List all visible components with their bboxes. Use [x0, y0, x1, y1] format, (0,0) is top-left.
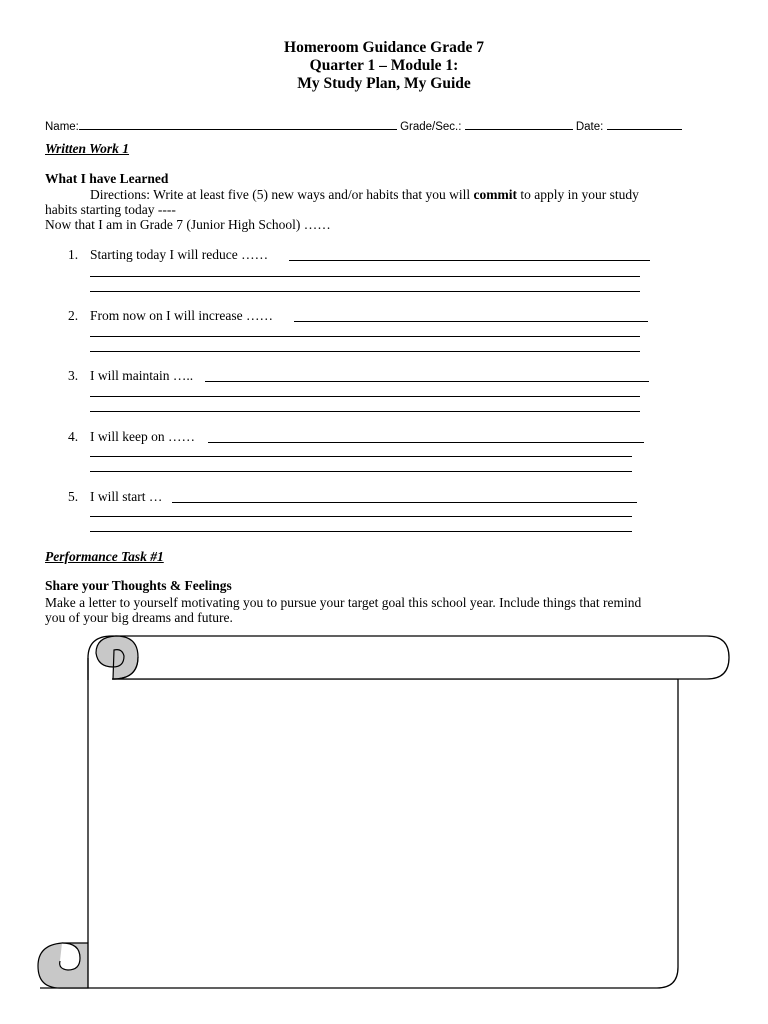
- directions-text: Directions: Write at least five (5) new ways and/or habits that you will: [90, 187, 474, 202]
- share-thoughts-heading: Share your Thoughts & Feelings: [45, 578, 232, 593]
- scroll-bottom-curl-icon: [38, 943, 88, 988]
- item-number: 3.: [68, 368, 79, 383]
- item-number: 4.: [68, 429, 79, 444]
- written-work-heading: Written Work 1: [45, 141, 130, 156]
- item-number: 5.: [68, 489, 79, 504]
- scroll-body-outline: [40, 679, 678, 988]
- what-i-have-learned-heading: What I have Learned: [45, 171, 169, 186]
- item-number: 2.: [68, 308, 79, 323]
- item-number: 1.: [68, 247, 79, 262]
- performance-task-heading: Performance Task #1: [45, 549, 164, 564]
- page-title-line-2: Quarter 1 – Module 1:: [309, 57, 459, 74]
- scroll-top-roll: [112, 636, 729, 679]
- instructions-line-1: Make a letter to yourself motivating you to pursue your target goal this school year. Include things that remind: [45, 595, 642, 610]
- item-text: I will start …: [90, 489, 163, 504]
- directions-line-3: Now that I am in Grade 7 (Junior High School) ……: [45, 217, 331, 232]
- item-text: Starting today I will reduce ……: [90, 247, 269, 262]
- item-text: I will keep on ……: [90, 429, 195, 444]
- name-label: Name:: [45, 121, 79, 133]
- directions-bold: commit: [473, 187, 517, 202]
- grade-label: Grade/Sec.:: [400, 121, 462, 133]
- page-title-line-1: Homeroom Guidance Grade 7: [284, 39, 484, 56]
- instructions-line-2: you of your big dreams and future.: [45, 610, 233, 625]
- directions-text-end: to apply in your study: [516, 187, 639, 202]
- date-label: Date:: [575, 121, 604, 133]
- item-text: I will maintain …..: [90, 368, 194, 383]
- directions-line-2: habits starting today ----: [45, 202, 176, 217]
- item-text: From now on I will increase ……: [90, 308, 273, 323]
- page-title-line-3: My Study Plan, My Guide: [297, 75, 471, 92]
- scroll-top-curl-icon: [96, 636, 138, 679]
